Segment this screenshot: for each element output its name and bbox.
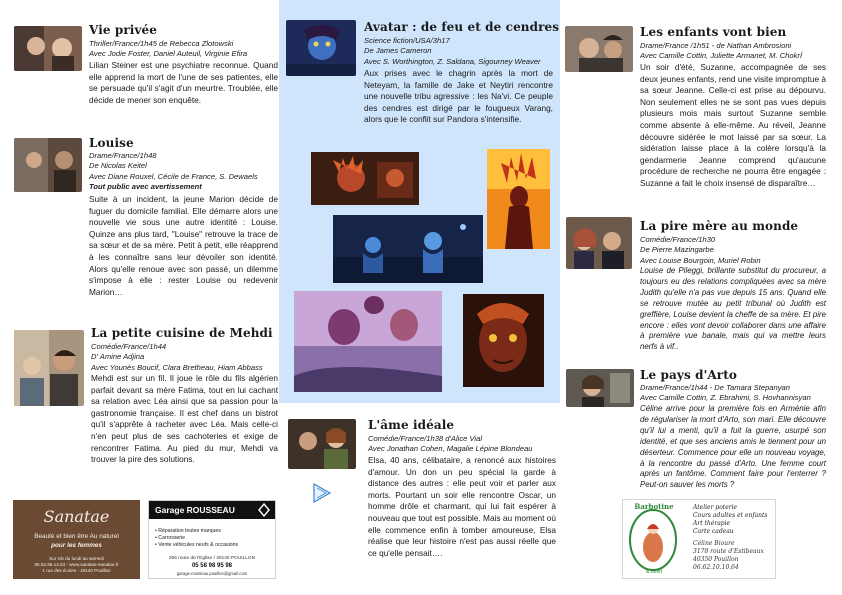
avatar-still-airships (294, 291, 442, 392)
film-meta: Drame/France/1h44 - De Tamara Stepanyan Avec Camille Cottin, Z. Ebrahimi, S. Hovhannisyan (640, 383, 811, 403)
film-title: Avatar : de feu et de cendres (364, 20, 560, 34)
enfants-poster (565, 26, 633, 72)
ad-garage-rousseau[interactable] (148, 500, 276, 579)
film-title: Louise (89, 136, 134, 150)
film-synopsis: Céline arrive pour la première fois en Arménie afin de régulariser la mort d'Arto, son mari. Elle découvre qu'il lui a menti, qu'il a fuit la guerre, usurpé son identité, et que ses anciens amis le tiennent pour un déserteur. Commence pour elle un nouveau voyage, à la rencontre du passé d'Arto. Une femme court après un fantôme. Comment faire pour l'enterrer ? Peut-on sauver les morts ? (640, 404, 826, 490)
film-synopsis: Suite à un incident, la jeune Marion décide de fuguer du domicile familial. Elle démarre alors une nouvelle vie sous une autre identité : Louise. Quinze ans plus tard, "Louise" retrouve la trace de sa sœur et de sa mère. Petit à petit, elle réapprend à les connaître sans leur dévoiler son identité. Alors qu'elle renoue avec son passé, un dilemme s'impose à elle : rester Louise ou redevenir Marion… (89, 194, 278, 297)
mehdi-poster (14, 330, 84, 406)
louise-poster (14, 138, 82, 192)
barbotine-logo-icon (627, 507, 679, 573)
film-meta: Science fiction/USA/3h17 De James Cameron Avec S. Worthington, Z. Saldana, Sigourney Weaver (364, 36, 541, 66)
avatar-still-fire-dancer (487, 149, 550, 249)
film-synopsis: Aux prises avec le chagrin après la mort de Neteyam, la famille de Jake et Neytiri rencontre une nouvelle tribu agressive : les Na'vi. Ce peuple des cendres est dirigé par le fougueux Varang, alors que le conflit sur Pandora s'intensifie. (364, 68, 553, 125)
pire-mere-poster (566, 217, 632, 269)
film-synopsis: Elsa, 40 ans, célibataire, a renoncé aux histoires d'amour. Un don un peu spécial la garde à distance des autres : elle peut voir et parler aux morts. Pourtant un soir elle rencontre Oscar, un homme drôle et charmant, qui lui fait espérer à nouveau que tout est possible. Mais au moment où elle commence enfin à tomber amoureuse, Elsa réalise que leur histoire n'est pas aussi réelle que ce qu'elle pensait…. (368, 455, 556, 558)
film-title: La petite cuisine de Mehdi (91, 326, 273, 340)
pays-arto-poster (566, 369, 634, 407)
vie-privee-poster (14, 26, 82, 71)
film-title: Les enfants vont bien (640, 25, 787, 39)
avatar-still-varang (311, 152, 419, 205)
ad-barbotine[interactable] (622, 499, 776, 579)
garage-phone: 05 58 98 95 98 (191, 563, 233, 569)
film-meta: Comédie/France/1h44 D' Amine Adjina Avec Younès Boucif, Clara Bretheau, Hiam Abbass (91, 342, 263, 372)
film-meta: Drame/France/1h48 De Nicolas Keitel Avec Diane Rouxel, Cécile de France, S. Dewaels Tout public avec avertissement (89, 151, 279, 193)
film-meta: Comédie/France/1h38 d'Alice Vial Avec Jonathan Cohen, Magalie Lépine Blondeau (368, 434, 533, 454)
film-synopsis: Mehdi est sur un fil. Il joue le rôle du fils algérien parfait devant sa mère Fatima, tout en lui cachant sa relation avec Léa ainsi que sa passion pour la gastronomie française. Il est chef dans un bistrot qu'il s'apprête à racheter avec Léa. Mais celle-ci n'en peut plus de ses cachoteries et exige de rencontrer Fatima. Au pied du mur, Mehdi va trouver la pire des solutions. (91, 373, 278, 465)
play-icon[interactable] (311, 482, 333, 504)
film-synopsis: Un soir d'été, Suzanne, accompagnée de ses deux jeunes enfants, rend une visite impromptue à sa sœur Jeanne. Celle-ci est prise au dépourvu. Non seulement elles ne se sont pas vues depuis plusieurs mois mais surtout Suzanne semble comme absente à elle-même. Au réveil, Jeanne découvre sidérée le mot laissé par sa sœur. La sidération laisse place à la colère lorsqu'à la gendarmerie Jeanne comprend qu'aucune procédure de recherche ne pourra être engagée : Suzanne a fait le choix insensé de disparaître… (640, 62, 826, 188)
barbotine-contact: Céline Bioure 3178 route d'Estibeaux 40350 Pouillon 06.62.10.10.64 (693, 540, 764, 571)
garage-address: 256 route de l'Eglise / 40140 POUILLON (168, 556, 256, 561)
garage-name: Garage ROUSSEAU (155, 505, 235, 515)
avatar-poster (286, 20, 356, 76)
barbotine-logo-bottom: & Belet (645, 569, 663, 575)
film-synopsis: Lilian Steiner est une psychiatre reconnue. Quand elle apprend la mort de l'une de ses patientes, elle se persuade qu'il s'agit d'un meurtre. Troublée, elle décide de mener son enquête. (89, 60, 278, 105)
renault-logo-icon (257, 503, 271, 517)
ame-ideale-poster (288, 419, 356, 469)
film-title: La pire mère au monde (640, 219, 799, 233)
avatar-still-night-water (333, 215, 483, 283)
sanatae-sub: pour les femmes (51, 542, 102, 549)
film-synopsis: Louise de Pileggi, brillante substitut du procureur, a toujours eu des relations compliquées avec sa mère Judith qu'elle n'a pas vue depuis 15 ans. Quand elle se retrouve mutée au petit tribunal où Judith est greffière, Louise devient la cheffe de sa mère. Et pire encore : elles vont devoir collaborer dans une affaire à première vue banale, mais qui va mettre leurs nerfs à vif.. (640, 266, 826, 352)
film-meta: Thriller/France/1h45 de Rebecca Zlotowski Avec Jodie Foster, Daniel Auteuil, Virginie Efira (89, 39, 248, 59)
film-meta: Comédie/France/1h30 De Pierre Mazingarbe Avec Louise Bourgoin, Muriel Robin (640, 235, 761, 265)
barbotine-services: Atelier poterie Cours adultes et enfants Art thérapie Carte cadeau (693, 504, 768, 535)
film-title: Vie privée (89, 23, 157, 37)
film-title: L'âme idéale (368, 418, 455, 432)
sanatae-tagline: Beauté et bien être Au naturel (34, 533, 119, 540)
film-meta: Drame/France /1h51 - de Nathan Ambrosioni Avec Camille Cottin, Juliette Armanet, M. ChokrÍ (640, 41, 803, 61)
sanatae-contact: Sur rdv du lundi au samedi 05.53.96.13.34 - www.sanatae-sanatae.fr 1 rue des écoles - 40140 Pouillon (34, 556, 119, 573)
film-title: Le pays d'Arto (640, 368, 737, 382)
sanatae-name: Sanatae (43, 507, 110, 526)
ad-sanatae[interactable] (13, 500, 140, 579)
garage-services: • Réparation toutes marques • Carrosserie • Vente véhicules neufs & occasions (155, 528, 239, 548)
audience-warning: Tout public avec avertissement (89, 182, 202, 192)
barbotine-logo-top: Barbotine (634, 502, 674, 511)
garage-email: garage.rousseau.pouillon@gmail.com (176, 571, 248, 576)
avatar-still-navi-face (463, 294, 544, 387)
